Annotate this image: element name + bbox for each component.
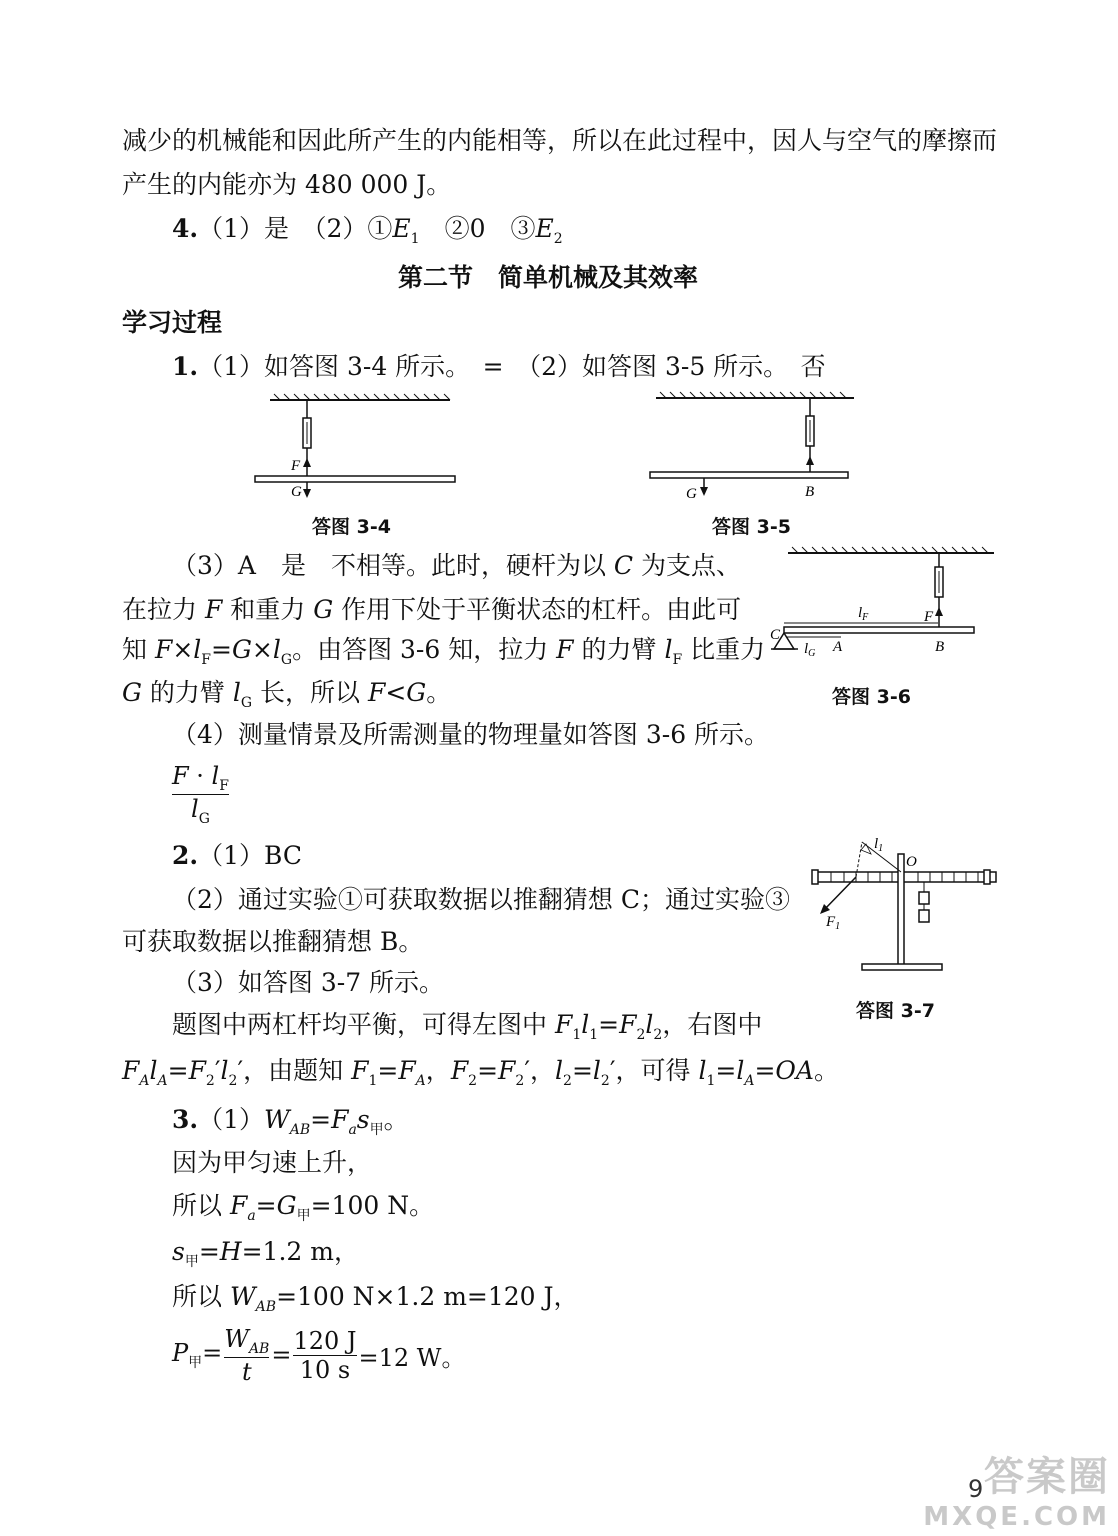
text-line: 产生的内能亦为 480 000 J。 xyxy=(122,170,452,199)
text-line: 减少的机械能和因此所产生的内能相等，所以在此过程中，因人与空气的摩擦而 xyxy=(122,126,998,155)
svg-text:F: F xyxy=(291,458,301,474)
text-line: 题图中两杠杆均平衡，可得左图中 $F_1l_1=F_2l_2$，右图中 xyxy=(172,1010,763,1043)
text-line: （2）通过实验①可获取数据以推翻猜想 C；通过实验③ xyxy=(172,885,790,914)
figure-3-4 xyxy=(250,392,460,502)
text-line: 因为甲匀速上升， xyxy=(172,1148,373,1177)
svg-text:G: G xyxy=(291,484,302,500)
svg-text:F1: $F_1$ xyxy=(826,914,841,932)
text-line: 所以 $W_{AB}=100$ N×1.2 m=120 J， xyxy=(172,1282,579,1315)
answer-4: 4.（1）是 $(2)①E_1$ ②0 $③E_2$ xyxy=(172,214,563,247)
svg-text:C: C xyxy=(770,627,781,643)
page-number: 9 xyxy=(968,1475,984,1503)
text-line: $F_Al_A=F_2'l_2'$，由题知 $F_1=F_A$，$F_2=F_2'$，$l_2=l_2'$，可得 $l_1=l_A=OA$。 xyxy=(122,1056,839,1089)
text-line: （3）如答图 3-7 所示。 xyxy=(172,968,445,997)
watermark-line2: MXQE.COM xyxy=(923,1502,1110,1532)
figure-caption: 答图 3-6 xyxy=(832,686,911,708)
answer-2: 2.（1）BC xyxy=(172,841,302,870)
figure-caption: 答图 3-5 xyxy=(712,516,791,538)
svg-text:F: F xyxy=(924,609,934,625)
svg-text:G: G xyxy=(686,486,697,502)
svg-text:lF: $l_F$ xyxy=(858,605,869,623)
svg-text:lG: $l_G$ xyxy=(804,641,816,659)
answer-3: $3.(1)W_{AB}=F_as_甲$。 xyxy=(172,1105,409,1138)
text-line: （3）A 是 不相等。此时，硬杆为以 C 为支点、 xyxy=(172,551,742,580)
section-title: 第二节 简单机械及其效率 xyxy=(398,263,699,292)
figure-caption: 答图 3-7 xyxy=(856,1000,935,1022)
figure-3-5 xyxy=(646,390,856,505)
answer-1: 1.（1）如答图 3-4 所示。 = （2）如答图 3-5 所示。 否 xyxy=(172,352,826,381)
svg-text:B: B xyxy=(805,484,815,500)
heading: 学习过程 xyxy=(122,308,223,337)
text-line: G 的力臂 $l_G$ 长，所以 F<G。 xyxy=(122,678,452,711)
figure-3-6 xyxy=(766,545,996,667)
fraction: $F \cdot l_F$ $l_G$ xyxy=(172,762,229,827)
text-line: $s_甲=H=1.2$ m， xyxy=(172,1237,359,1270)
power-equation: $P_甲=$ $W_{AB}$ t = 120 J 10 s =12 W。 xyxy=(172,1325,466,1386)
svg-text:l1: $l_1$ xyxy=(874,836,884,854)
text-line: 可获取数据以推翻猜想 B。 xyxy=(122,927,424,956)
watermark xyxy=(923,1445,1110,1532)
figure-3-7 xyxy=(806,832,1006,982)
svg-text:O: O xyxy=(906,854,917,870)
watermark-line1: 答案圈 xyxy=(984,1454,1110,1500)
figure-caption: 答图 3-4 xyxy=(312,516,391,538)
text-line: 知 $F\times l_F=G\times l_G$。由答图 3-6 知，拉力 F 的力臂 $l_F$ 比重力 xyxy=(122,635,766,668)
text-line: （4）测量情景及所需测量的物理量如答图 3-6 所示。 xyxy=(172,720,770,749)
svg-text:B: B xyxy=(935,639,945,655)
text-line: 所以 $F_a=G_甲=100$ N。 xyxy=(172,1191,435,1224)
svg-text:A: A xyxy=(833,639,843,655)
text-line: 在拉力 F 和重力 G 作用下处于平衡状态的杠杆。由此可 xyxy=(122,595,742,624)
